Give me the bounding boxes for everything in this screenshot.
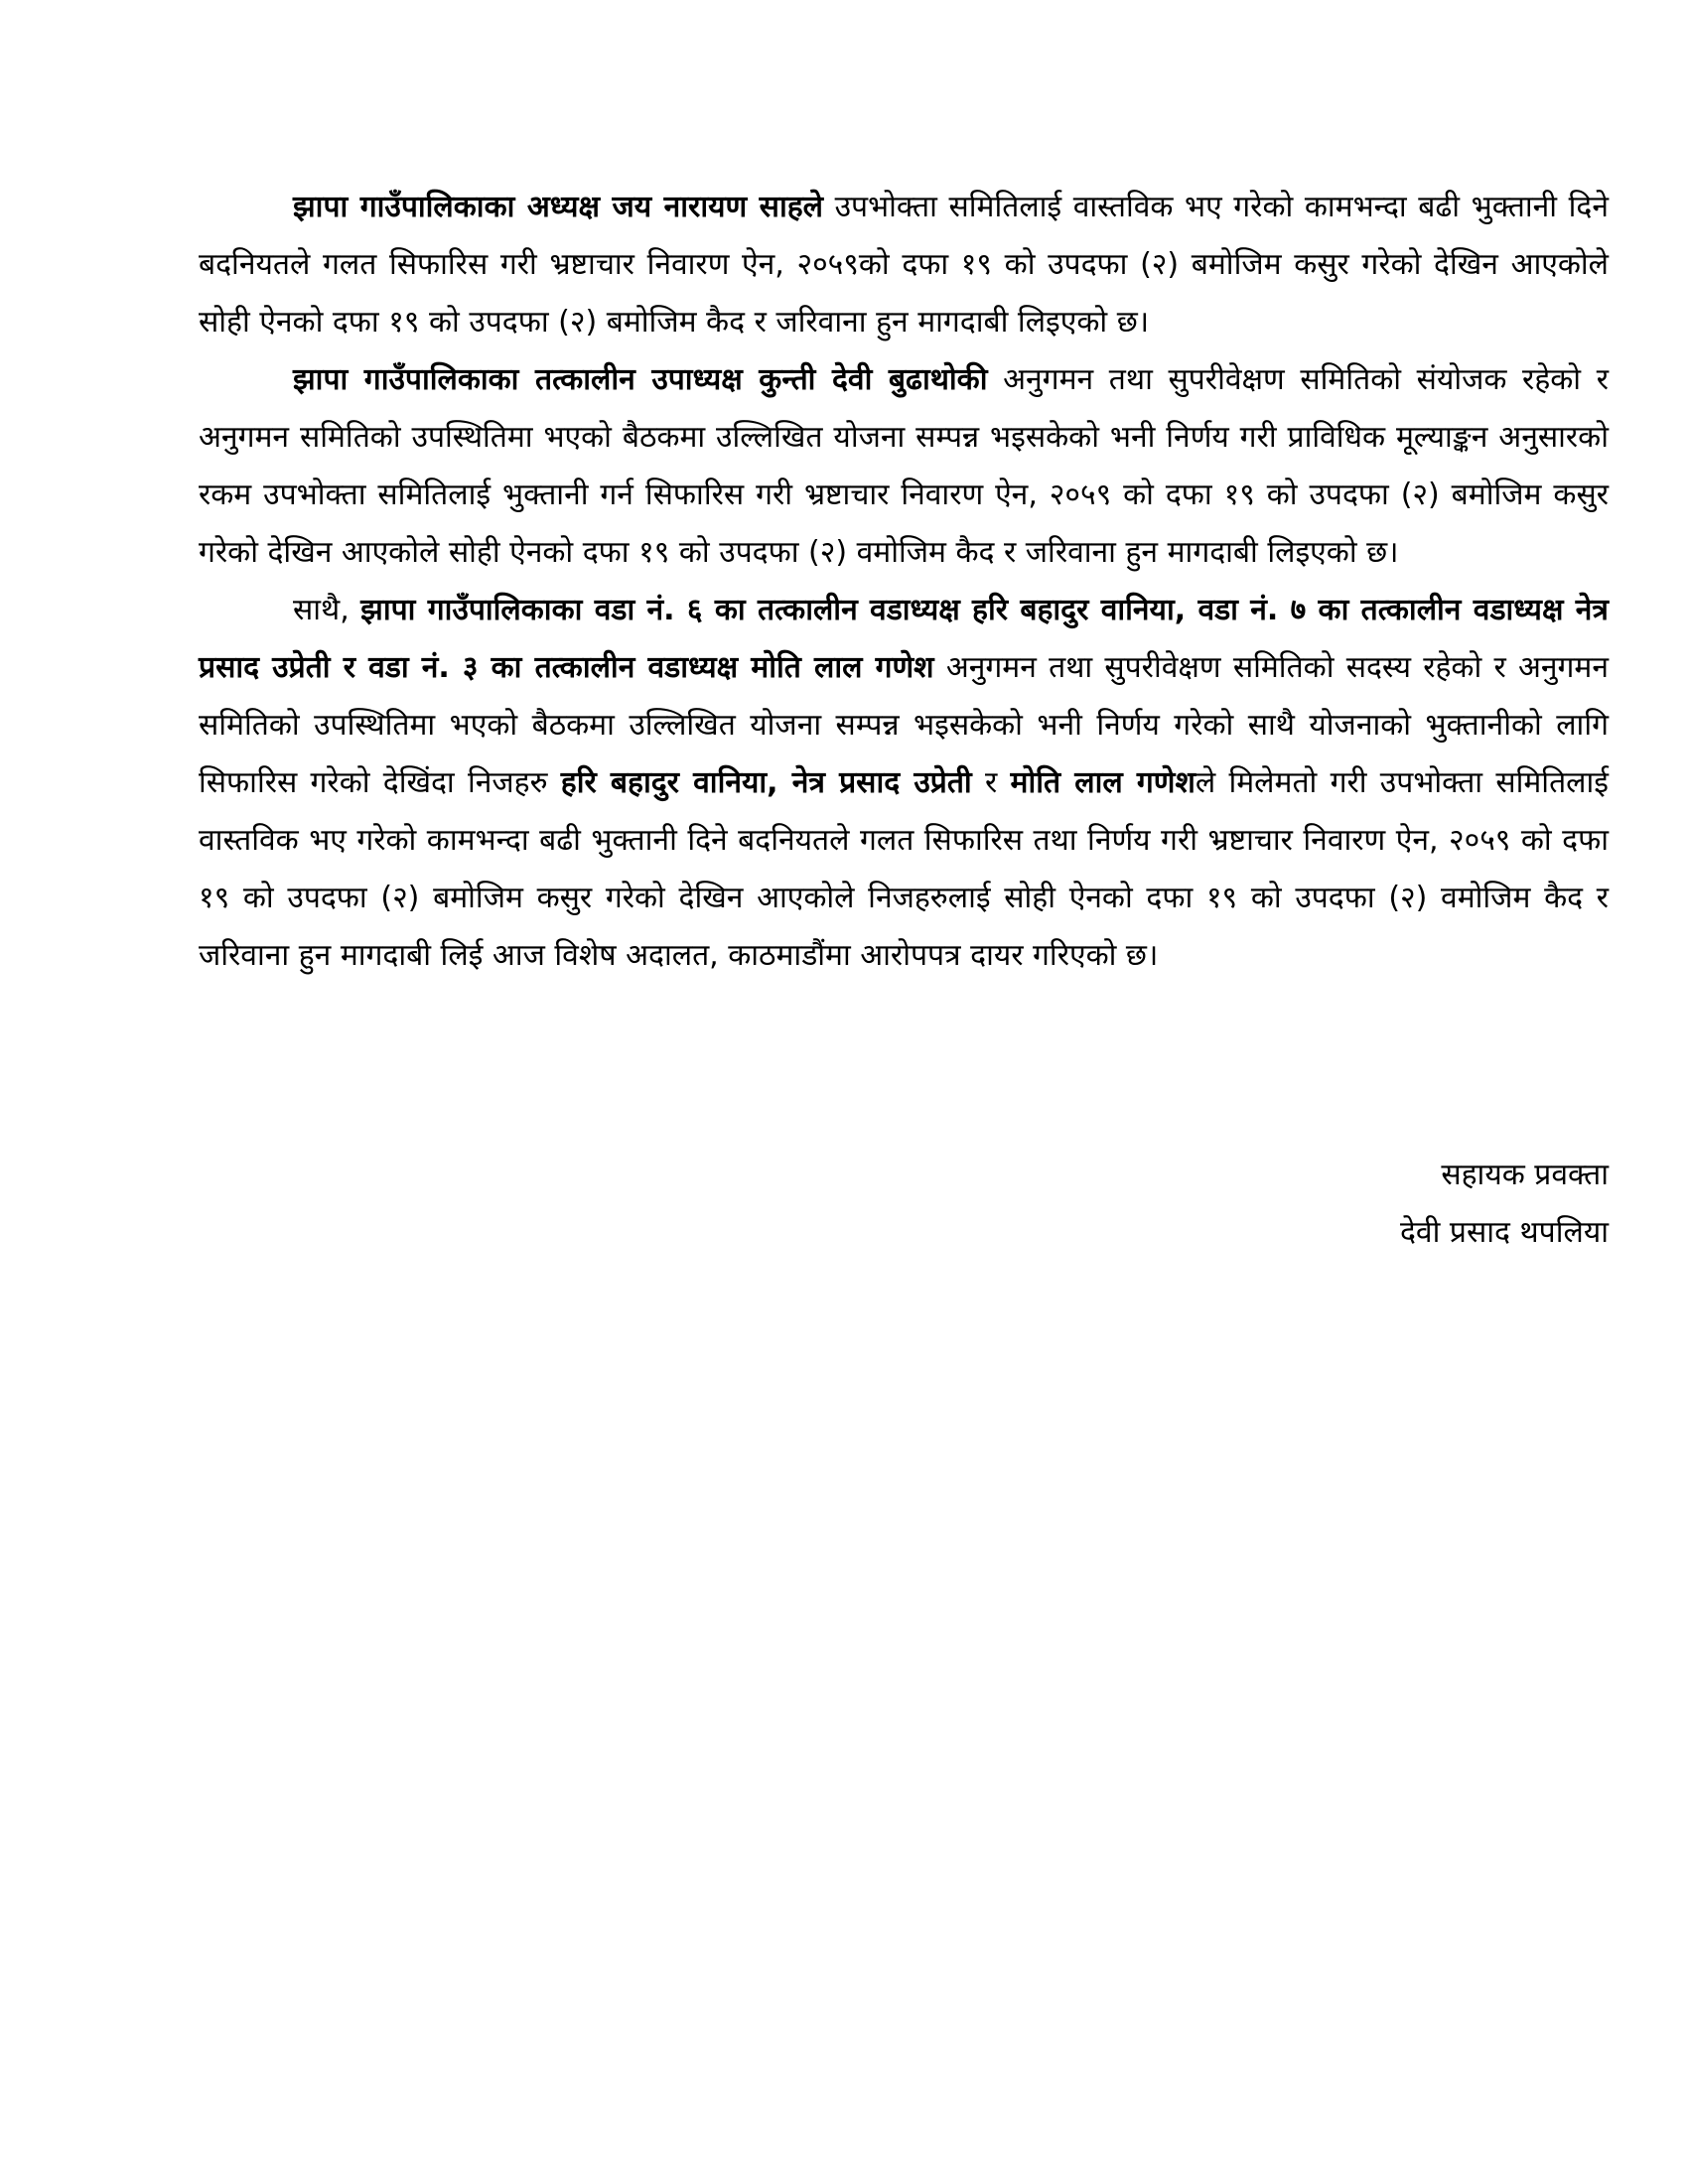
paragraph-1-text: उपभोक्ता समितिलाई वास्तविक भए गरेको कामभन्दा बढी भुक्तानी दिने बदनियतले गलत सिफारिस गरी भ्रष्टाचार निवारण ऐन, २०५९को दफा १९ को उपदफा (२) बमोजिम कसुर गरेको देखिन आएकोले सोही ऐनको दफा १९ को उपदफा (२) बमोजिम कैद र जरिवाना हुन मागदाबी लिइएको छ। (199, 190, 1609, 340)
paragraph-3 (199, 582, 1609, 985)
paragraph-3-text-1: अनुगमन तथा सुपरीवेक्षण समितिको सदस्य रहेको र अनुगमन समितिको उपस्थितिमा भएको बैठकमा उल्लिखित योजना सम्पन्न भइसकेको भनी निर्णय गरेको साथै योजनाको भुक्तानीको लागि सिफारिस गरेको देखिंदा निजहरु (199, 650, 1609, 800)
paragraph-3-bold-1: झापा गाउँपालिकाका वडा नं. ६ का तत्कालीन वडाध्यक्ष हरि बहादुर वानिया, वडा नं. ७ का तत्कालीन वडाध्यक्ष नेत्र प्रसाद उप्रेती र वडा नं. ३ का तत्कालीन वडाध्यक्ष मोति लाल गणेश (199, 593, 1609, 685)
signature-name: देवी प्रसाद थपलिया (1400, 1215, 1609, 1250)
paragraph-1 (199, 179, 1609, 351)
signature-block (1400, 1147, 1609, 1262)
paragraph-2 (199, 351, 1609, 582)
paragraph-3-bold-2: हरि बहादुर वानिया, नेत्र प्रसाद उप्रेती (560, 765, 972, 800)
paragraph-3-intro: साथै, (293, 593, 361, 627)
paragraph-3-text-2: र (971, 765, 1011, 800)
paragraph-3-bold-3: मोति लाल गणेश (1010, 765, 1196, 800)
paragraph-1-bold-lead: झापा गाउँपालिकाका अध्यक्ष जय नारायण साहले (293, 190, 823, 224)
paragraph-2-bold-lead: झापा गाउँपालिकाका तत्कालीन उपाध्यक्ष कुन्ती देवी बुढाथोकी (293, 362, 988, 397)
paragraph-3-text-3: ले मिलेमतो गरी उपभोक्ता समितिलाई वास्तविक भए गरेको कामभन्दा बढी भुक्तानी दिने बदनियतले गलत सिफारिस तथा निर्णय गरी भ्रष्टाचार निवारण ऐन, २०५९ को दफा १९ को उपदफा (२) बमोजिम कसुर गरेको देखिन आएकोले निजहरुलाई सोही ऐनको दफा १९ को उपदफा (२) वमोजिम कैद र जरिवाना हुन मागदाबी लिई आज विशेष अदालत, काठमाडौंमा आरोपपत्र दायर गरिएको छ। (199, 765, 1610, 973)
document-body (199, 179, 1609, 985)
paragraph-2-text: अनुगमन तथा सुपरीवेक्षण समितिको संयोजक रहेको र अनुगमन समितिको उपस्थितिमा भएको बैठकमा उल्लिखित योजना सम्पन्न भइसकेको भनी निर्णय गरी प्राविधिक मूल्याङ्कन अनुसारको रकम उपभोक्ता समितिलाई भुक्तानी गर्न सिफारिस गरी भ्रष्टाचार निवारण ऐन, २०५९ को दफा १९ को उपदफा (२) बमोजिम कसुर गरेको देखिन आएकोले सोही ऐनको दफा १९ को उपदफा (२) वमोजिम कैद र जरिवाना हुन मागदाबी लिइएको छ। (199, 362, 1609, 570)
signature-title: सहायक प्रवक्ता (1441, 1158, 1609, 1192)
